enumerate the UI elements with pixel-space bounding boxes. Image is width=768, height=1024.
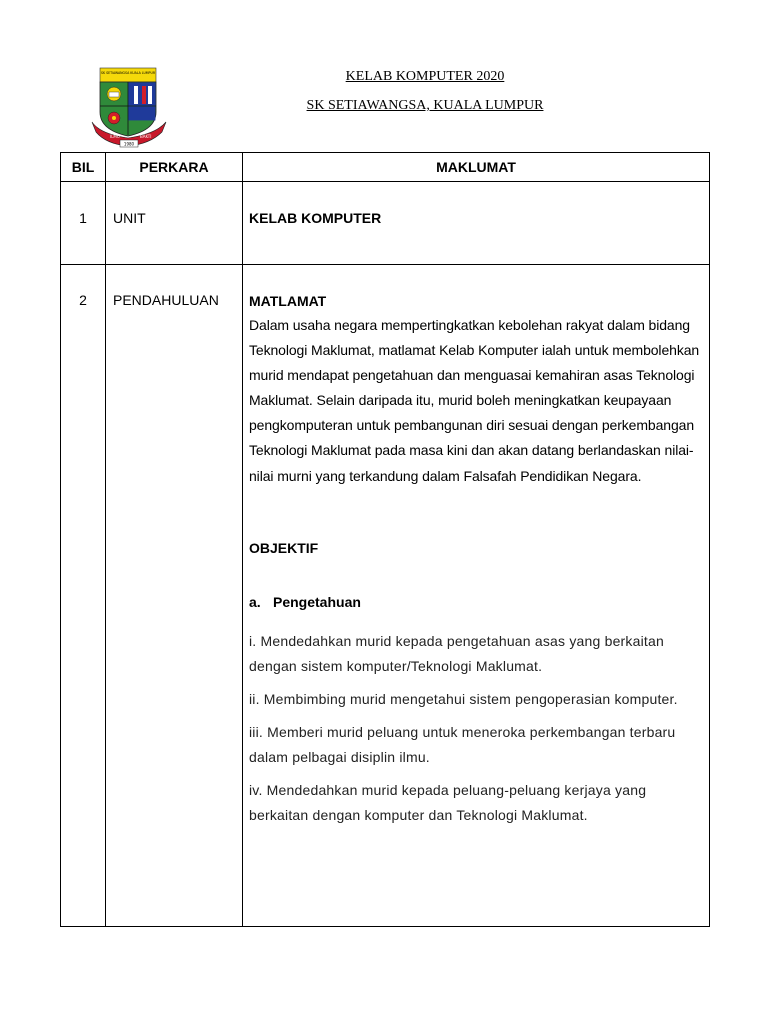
table-row <box>61 265 710 927</box>
row-maklumat: KELAB KOMPUTER <box>243 182 710 265</box>
ribbon-right-text: BAKTI <box>140 134 152 139</box>
matlamat-text: Dalam usaha negara mempertingkatkan kebolehan rakyat dalam bidang Teknologi Maklumat, matlamat Kelab Komputer ialah untuk membolehkan murid mendapat pengetahuan dan menguasai kemahiran asas Teknologi Maklumat. Selain daripada itu, murid boleh meningkatkan keupayaan pengkomputeran untuk pembangunan diri sesuai dengan perkembangan Teknologi Maklumat pada masa kini dan akan datang berlandaskan nilai-nilai murni yang terkandung dalam Falsafah Pendidikan Negara. <box>249 317 700 484</box>
row-perkara: PENDAHULUAN <box>106 265 243 927</box>
header-maklumat: MAKLUMAT <box>243 153 710 182</box>
ribbon-left-text: ILMU <box>110 134 120 139</box>
list-item: iv. Mendedahkan murid kepada peluang-peluang kerjaya yang berkaitan dengan komputer dan Teknologi Maklumat. <box>249 781 647 823</box>
objective-list <box>249 629 703 828</box>
ribbon-bottom-text: 1980 <box>123 141 135 147</box>
school-crest-logo <box>90 66 168 148</box>
school-name: SK SETIAWANGSA, KUALA LUMPUR <box>306 98 544 113</box>
row-content <box>243 265 710 927</box>
matlamat-heading: MATLAMAT <box>249 293 327 309</box>
logo-top-text: SK SETIAWANGSA KUALA LUMPUR <box>100 71 156 75</box>
row-number: 1 <box>61 182 106 265</box>
table-row <box>61 182 710 265</box>
objektif-heading: OBJEKTIF <box>249 539 319 556</box>
list-item: iii. Memberi murid peluang untuk meneroka perkembangan terbaru dalam pelbagai disiplin ilmu. <box>249 723 676 765</box>
row-number: 2 <box>61 265 106 927</box>
list-item: i. Mendedahkan murid kepada pengetahuan asas yang berkaitan dengan sistem komputer/Teknologi Maklumat. <box>249 632 664 674</box>
info-table <box>60 152 710 927</box>
document-title: KELAB KOMPUTER 2020 <box>345 69 505 84</box>
sub-heading-text: Pengetahuan <box>273 593 361 610</box>
header-perkara: PERKARA <box>106 153 243 182</box>
header-bil: BIL <box>61 153 106 182</box>
sub-heading <box>249 593 703 611</box>
sub-letter: a. <box>249 593 261 610</box>
table-header-row <box>61 153 710 182</box>
row-perkara: UNIT <box>106 182 243 265</box>
list-item: ii. Membimbing murid mengetahui sistem pengoperasian komputer. <box>249 690 678 707</box>
